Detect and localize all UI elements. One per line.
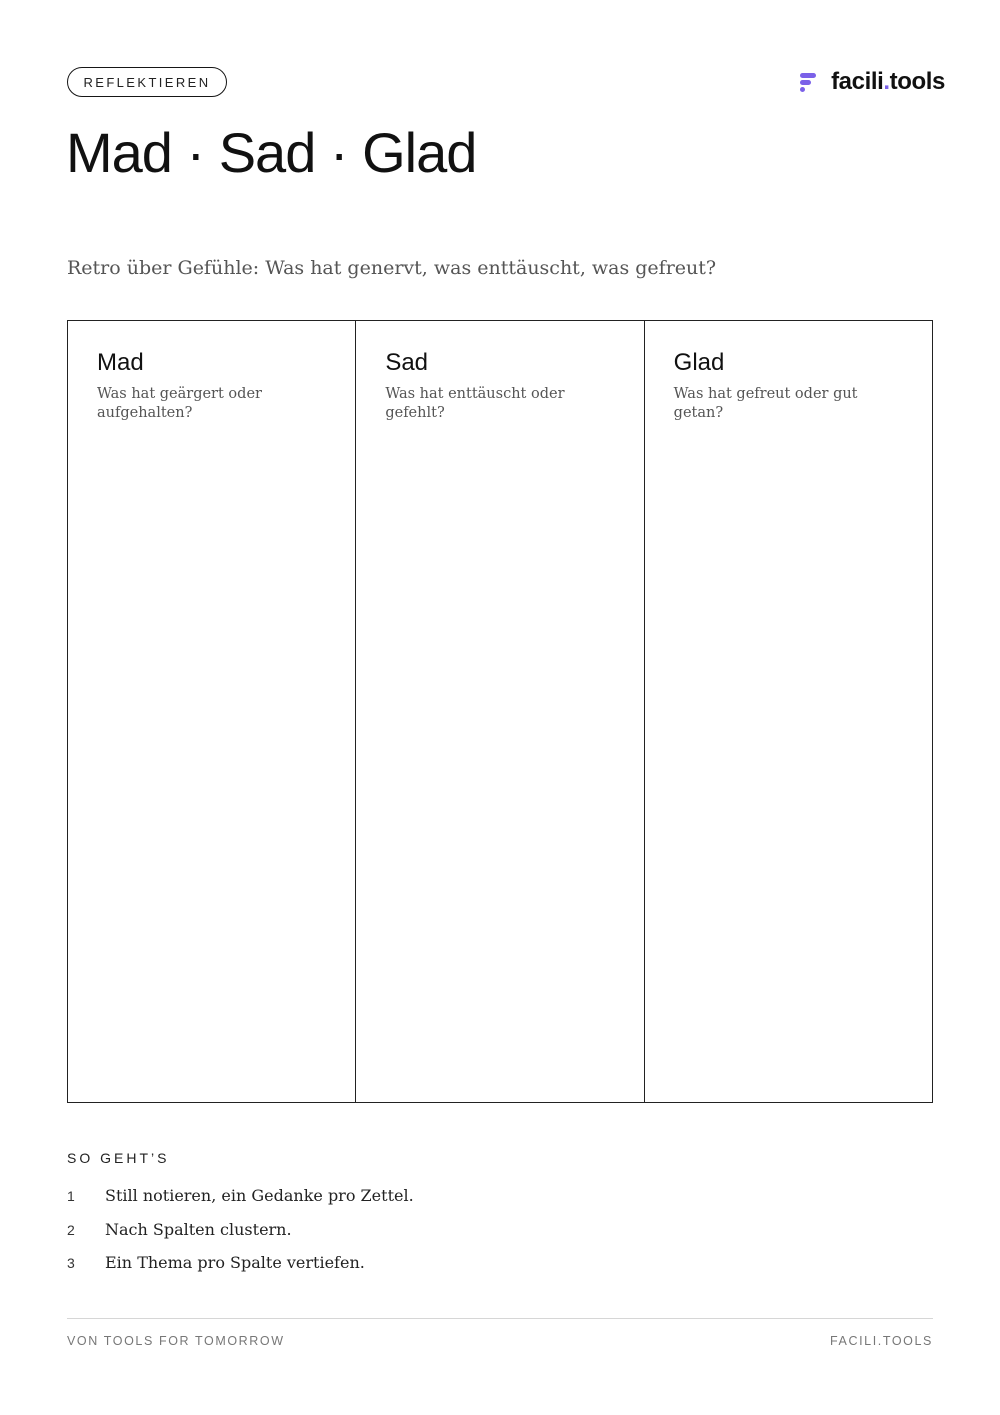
column-prompt: Was hat gefreut oder gut getan?: [673, 386, 858, 421]
step-item: [67, 1253, 365, 1272]
column-glad[interactable]: [645, 321, 932, 1102]
step-number: 2: [67, 1222, 75, 1238]
page-subtitle: Retro über Gefühle: Was hat genervt, was enttäuscht, was gefreut?: [67, 257, 717, 279]
steps-heading: SO GEHT’S: [67, 1150, 170, 1166]
column-title: Mad: [97, 349, 144, 376]
step-item: [67, 1220, 292, 1239]
step-text: Still notieren, ein Gedanke pro Zettel.: [105, 1186, 414, 1205]
column-title: Glad: [673, 349, 725, 376]
brand-name: facili.tools: [831, 68, 945, 95]
step-text: Ein Thema pro Spalte vertiefen.: [105, 1253, 365, 1272]
column-mad[interactable]: [68, 321, 356, 1102]
category-badge: REFLEKTIEREN: [67, 67, 227, 97]
step-number: 3: [67, 1255, 75, 1271]
retro-board: [67, 320, 933, 1103]
step-item: [67, 1186, 414, 1205]
footer-divider: [67, 1318, 933, 1319]
brand-logo: [799, 68, 945, 96]
step-text: Nach Spalten clustern.: [105, 1220, 292, 1239]
column-sad[interactable]: [356, 321, 644, 1102]
column-title: Sad: [385, 349, 429, 376]
column-prompt: Was hat geärgert oder aufgehalten?: [97, 386, 262, 421]
page-title: Mad · Sad · Glad: [66, 121, 477, 184]
step-number: 1: [67, 1188, 75, 1204]
footer-site[interactable]: FACILI.TOOLS: [829, 1334, 933, 1348]
column-prompt: Was hat enttäuscht oder gefehlt?: [385, 386, 565, 421]
facili-logo-icon: [799, 71, 817, 93]
footer-credit: VON TOOLS FOR TOMORROW: [67, 1334, 285, 1348]
